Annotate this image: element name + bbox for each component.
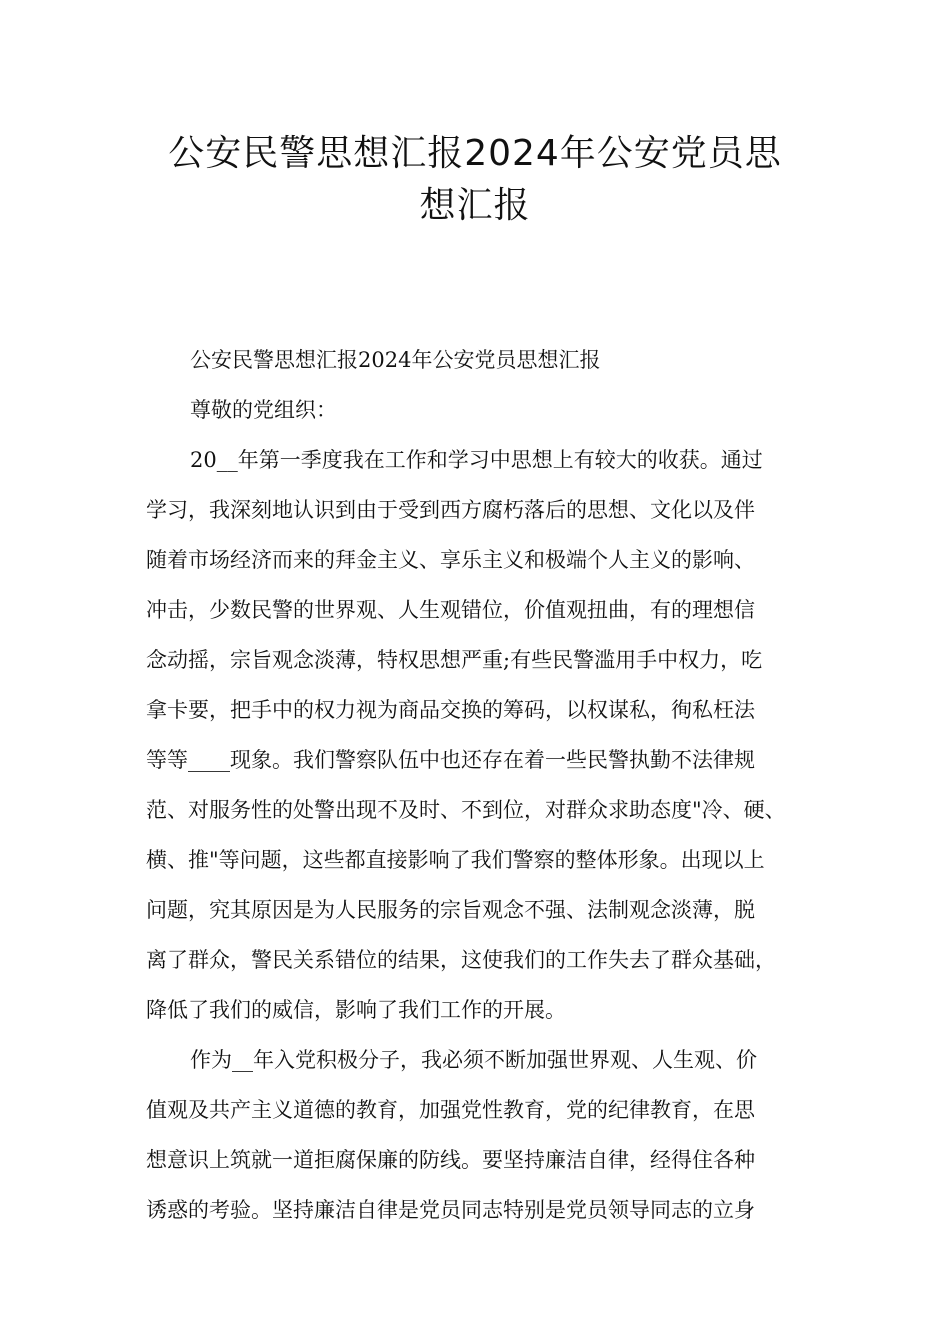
document-body bbox=[146, 335, 832, 1235]
text-line: 范、对服务性的处警出现不及时、不到位，对群众求助态度"冷、硬、 bbox=[146, 798, 786, 822]
text-line: 降低了我们的威信，影响了我们工作的开展。 bbox=[146, 998, 566, 1022]
text-line: 随着市场经济而来的拜金主义、享乐主义和极端个人主义的影响、 bbox=[146, 548, 755, 572]
title-line-2: 想汇报 bbox=[419, 185, 531, 226]
title-line-1: 公安民警思想汇报2024年公安党员思 bbox=[168, 133, 782, 174]
text-line: 作为__年入党积极分子，我必须不断加强世界观、人生观、价 bbox=[190, 1048, 757, 1072]
text-line: 学习，我深刻地认识到由于受到西方腐朽落后的思想、文化以及伴 bbox=[146, 498, 755, 522]
text-line: 诱惑的考验。坚持廉洁自律是党员同志特别是党员领导同志的立身 bbox=[146, 1198, 755, 1222]
text-line: 离了群众，警民关系错位的结果，这使我们的工作失去了群众基础， bbox=[146, 948, 776, 972]
text-line: 值观及共产主义道德的教育，加强党性教育，党的纪律教育，在思 bbox=[146, 1098, 755, 1122]
text-line: 拿卡要，把手中的权力视为商品交换的筹码，以权谋私，徇私枉法 bbox=[146, 698, 755, 722]
text-line: 念动摇，宗旨观念淡薄，特权思想严重;有些民警滥用手中权力，吃 bbox=[146, 648, 763, 672]
text-line: 想意识上筑就一道拒腐保廉的防线。要坚持廉洁自律，经得住各种 bbox=[146, 1148, 755, 1172]
document-title bbox=[120, 128, 830, 232]
text-line: 冲击，少数民警的世界观、人生观错位，价值观扭曲，有的理想信 bbox=[146, 598, 755, 622]
text-line: 公安民警思想汇报2024年公安党员思想汇报 bbox=[190, 348, 601, 372]
text-line: 横、推"等问题，这些都直接影响了我们警察的整体形象。出现以上 bbox=[146, 848, 765, 872]
text-line: 等等____现象。我们警察队伍中也还存在着一些民警执勤不法律规 bbox=[146, 748, 755, 772]
text-line: 20__年第一季度我在工作和学习中思想上有较大的收获。通过 bbox=[190, 448, 763, 472]
text-line: 尊敬的党组织： bbox=[190, 398, 337, 422]
text-line: 问题，究其原因是为人民服务的宗旨观念不强、法制观念淡薄，脱 bbox=[146, 898, 755, 922]
